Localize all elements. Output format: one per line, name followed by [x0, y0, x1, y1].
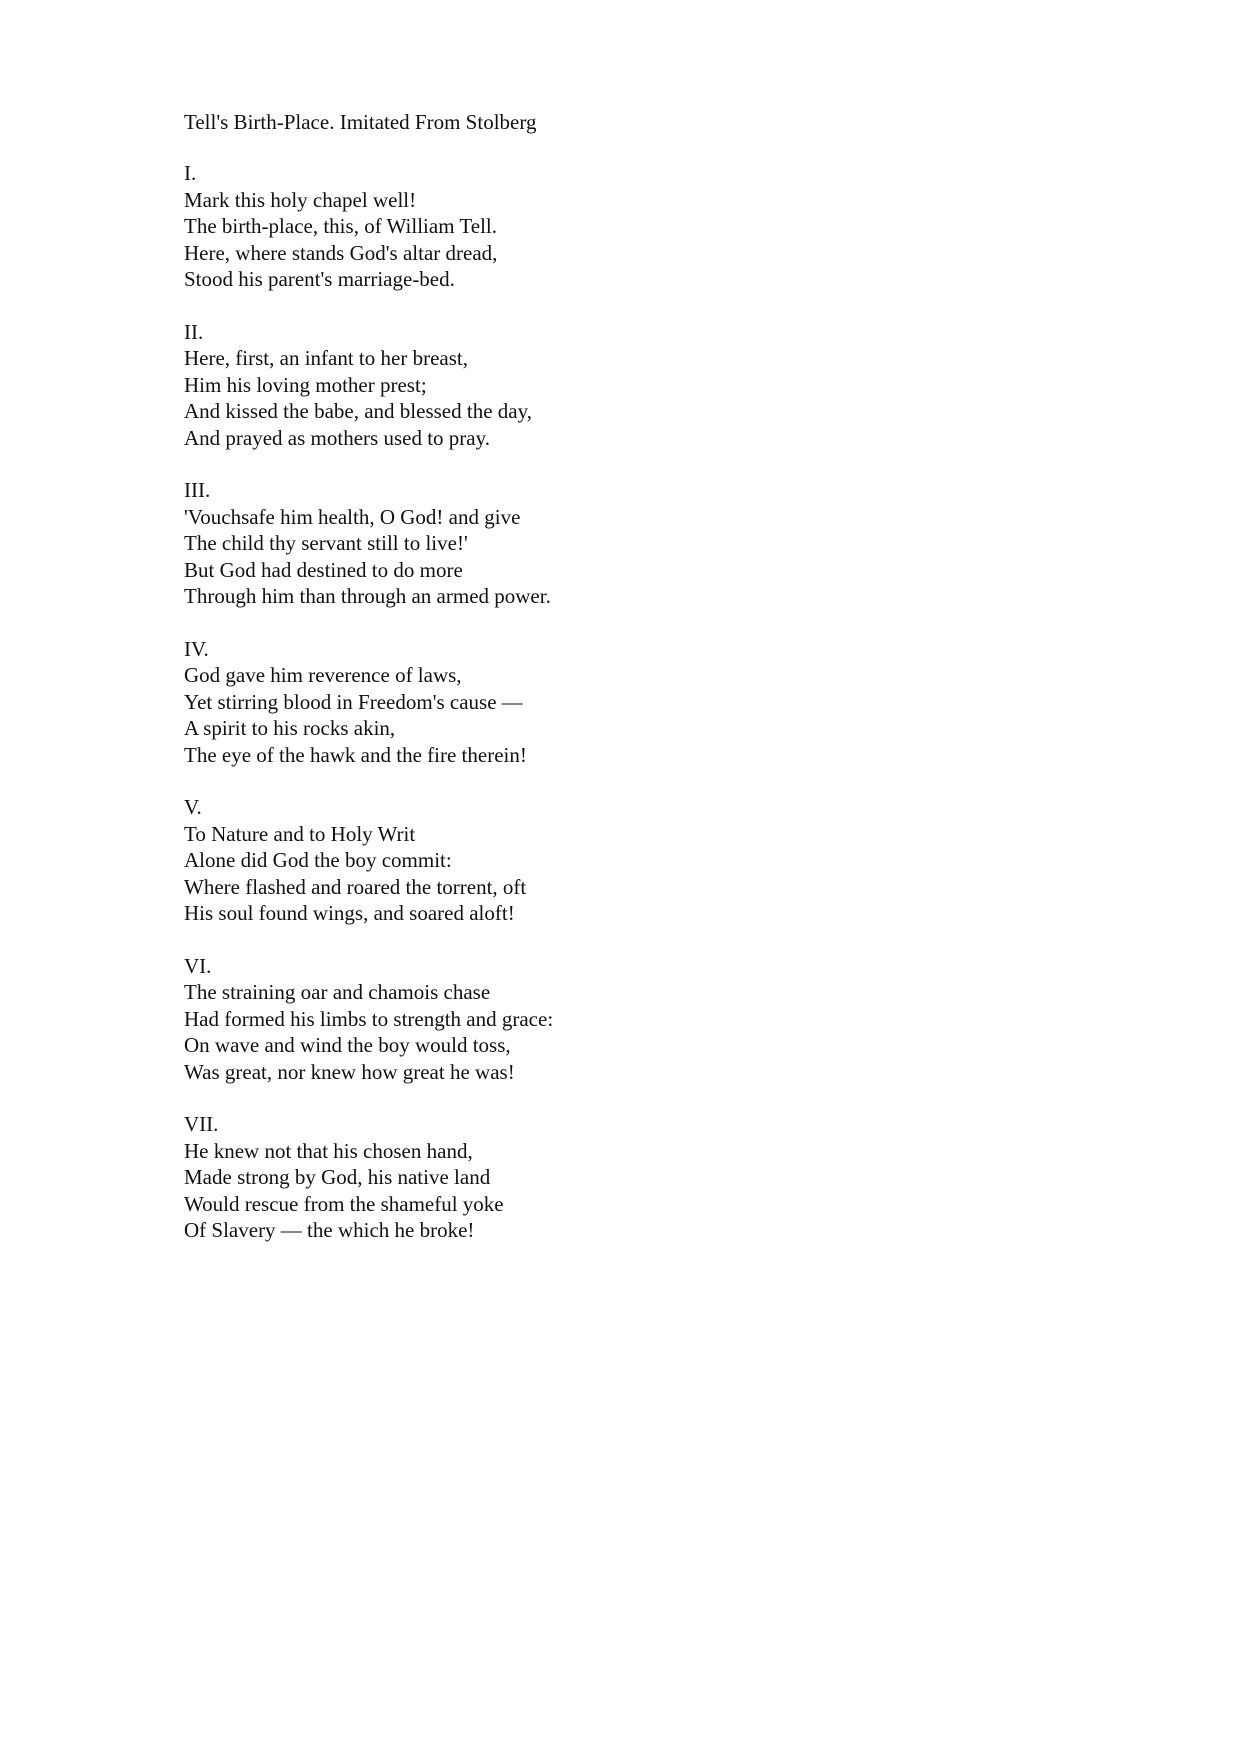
poem-line: The birth-place, this, of William Tell.	[184, 214, 498, 238]
stanza-number: VII.	[184, 1112, 219, 1136]
poem-line: Stood his parent's marriage-bed.	[184, 267, 455, 291]
stanza	[184, 319, 1084, 452]
poem-line: Through him than through an armed power.	[184, 584, 551, 608]
stanza-number: IV.	[184, 636, 209, 661]
poem-line: Alone did God the boy commit:	[184, 848, 452, 872]
stanza-number: III.	[184, 478, 211, 502]
stanza-number: V.	[184, 795, 202, 819]
poem-line: The eye of the hawk and the fire therein!	[184, 742, 527, 767]
stanza-number: VI.	[184, 953, 212, 978]
poem-line: Where flashed and roared the torrent, oft	[184, 874, 527, 899]
poem-line: Was great, nor knew how great he was!	[184, 1059, 515, 1084]
poem-line: Had formed his limbs to strength and grace:	[184, 1006, 554, 1031]
poem-line: On wave and wind the boy would toss,	[184, 1033, 511, 1057]
stanza	[184, 953, 1084, 1086]
poem-line: Mark this holy chapel well!	[184, 187, 417, 212]
poem-line: 'Vouchsafe him health, O God! and give	[184, 504, 521, 529]
document-page	[184, 108, 1084, 1270]
poem-line: Here, where stands God's altar dread,	[184, 240, 498, 265]
poem-line: But God had destined to do more	[184, 557, 463, 582]
poem-line: His soul found wings, and soared aloft!	[184, 901, 515, 925]
poem-line: A spirit to his rocks akin,	[184, 716, 396, 740]
poem-line: The child thy servant still to live!'	[184, 531, 468, 555]
poem-line: To Nature and to Holy Writ	[184, 821, 416, 846]
poem-body	[184, 160, 1084, 1244]
stanza-number: II.	[184, 319, 204, 344]
poem-line: And prayed as mothers used to pray.	[184, 425, 490, 450]
stanza	[184, 794, 1084, 927]
stanza-number: I.	[184, 161, 197, 185]
stanza	[184, 636, 1084, 769]
stanza	[184, 1111, 1084, 1244]
stanza	[184, 160, 1084, 293]
poem-line: Would rescue from the shameful yoke	[184, 1191, 504, 1216]
poem-line: He knew not that his chosen hand,	[184, 1138, 473, 1163]
poem-line: Him his loving mother prest;	[184, 372, 427, 397]
poem-line: The straining oar and chamois chase	[184, 980, 491, 1004]
poem-line: Made strong by God, his native land	[184, 1165, 491, 1189]
poem-line: And kissed the babe, and blessed the day,	[184, 399, 532, 423]
poem-line: Here, first, an infant to her breast,	[184, 346, 468, 370]
poem-line: God gave him reverence of laws,	[184, 663, 462, 687]
poem-line: Yet stirring blood in Freedom's cause —	[184, 689, 523, 714]
poem-title: Tell's Birth-Place. Imitated From Stolberg	[184, 110, 537, 134]
poem-line: Of Slavery — the which he broke!	[184, 1218, 475, 1242]
stanza	[184, 477, 1084, 610]
